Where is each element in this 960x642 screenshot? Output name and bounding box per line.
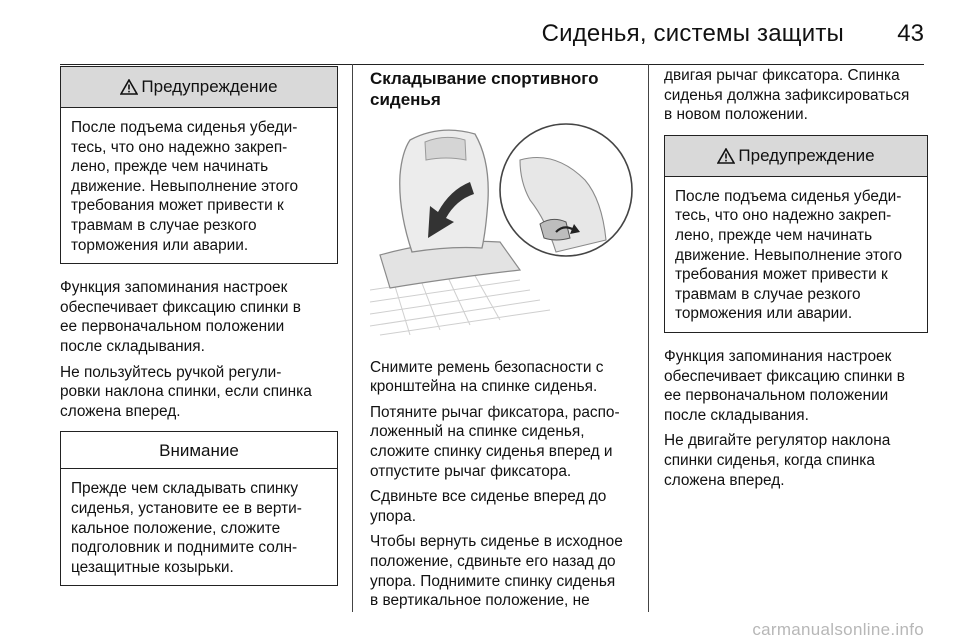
section-title-line: Складывание спортивного: [370, 69, 599, 88]
column-2: [370, 66, 638, 617]
fold-paragraph: [370, 403, 638, 481]
header-rule: [60, 64, 924, 65]
text-line: лено, прежде чем начинать: [71, 158, 269, 176]
text-line: сложите спинку сиденья вперед и: [370, 442, 613, 460]
text-line: в вертикальное положение, не: [370, 592, 590, 610]
headrest: [425, 137, 466, 160]
text-line: ее первоначальном положении: [664, 387, 889, 405]
recline-regulator-paragraph: [664, 431, 928, 490]
text-line: Функция запоминания настроек: [664, 347, 892, 365]
belt-paragraph: [370, 358, 638, 397]
warning-box: [60, 66, 338, 264]
caution-box-header: [61, 432, 337, 469]
warning-box-header: [665, 136, 927, 177]
text-line: тесь, что оно надежно закреп-: [675, 207, 892, 225]
text-line: требования может привести к: [71, 197, 284, 215]
text-line: кронштейна на спинке сиденья.: [370, 378, 598, 396]
text-line: Не двигайте регулятор наклона: [664, 432, 891, 450]
text-line: обеспечивает фиксацию спинки в: [60, 298, 301, 316]
watermark: carmanualsonline.info: [752, 620, 924, 639]
text-line: ее первоначальном положении: [60, 318, 285, 336]
text-line: травмам в случае резкого: [675, 285, 861, 303]
text-line: после складывания.: [664, 406, 809, 424]
text-line: Чтобы вернуть сиденье в исходное: [370, 533, 623, 551]
text-line: тесь, что оно надежно закреп-: [71, 138, 288, 156]
return-paragraph: [370, 532, 638, 610]
warning-box-body: [61, 108, 337, 263]
warning-box-body: [665, 177, 927, 332]
warning-triangle-icon: [717, 148, 735, 164]
text-line: ровки наклона спинки, если спинка: [60, 383, 312, 401]
memory-function-paragraph: [664, 347, 928, 425]
warning-box-title: Предупреждение: [141, 77, 278, 97]
text-line: После подъема сиденья убеди-: [71, 119, 298, 136]
text-line: Сдвиньте все сиденье вперед до: [370, 488, 607, 506]
text-line: Потяните рычаг фиксатора, распо-: [370, 403, 620, 421]
text-line: торможения или аварии.: [675, 305, 853, 323]
text-line: сложена вперед.: [60, 402, 181, 420]
text-line: требования может привести к: [675, 266, 888, 284]
warning-box: [664, 135, 928, 333]
text-line: сложена вперед.: [664, 471, 785, 489]
column-divider: [648, 64, 649, 612]
caution-box: [60, 431, 338, 586]
warning-triangle-icon: [120, 79, 138, 95]
text-line: подголовник и поднимите солн-: [71, 539, 298, 557]
text-line: сиденья должна зафиксироваться: [664, 86, 910, 104]
text-line: Прежде чем складывать спинку: [71, 480, 299, 498]
recline-handle-paragraph: [60, 363, 338, 422]
text-line: после складывания.: [60, 337, 205, 355]
chapter-title: Сиденья, системы защиты: [541, 20, 844, 47]
column-divider: [352, 64, 353, 612]
text-line: цезащитные козырьки.: [71, 558, 234, 576]
column-3: [664, 66, 928, 496]
text-line: Снимите ремень безопасности с: [370, 358, 604, 376]
text-line: движение. Невыполнение этого: [71, 177, 299, 195]
text-line: лено, прежде чем начинать: [675, 226, 873, 244]
continuation-paragraph: [664, 66, 928, 125]
text-line: Функция запоминания настроек: [60, 279, 288, 297]
caution-box-body: [61, 469, 337, 585]
warning-box-header: [61, 67, 337, 108]
slide-paragraph: [370, 487, 638, 526]
release-lever: [540, 219, 570, 240]
text-line: травмам в случае резкого: [71, 216, 257, 234]
text-line: торможения или аварии.: [71, 236, 249, 254]
text-line: в новом положении.: [664, 106, 808, 124]
section-title-line: сиденья: [370, 90, 441, 109]
text-line: кальное положение, сложите: [71, 519, 281, 537]
text-line: положение, сдвиньте его назад до: [370, 552, 616, 570]
seat-fold-illustration: [370, 120, 634, 342]
text-line: упора. Поднимите спинку сиденья: [370, 572, 616, 590]
text-line: спинки сиденья, когда спинка: [664, 451, 875, 469]
text-line: Не пользуйтесь ручкой регули-: [60, 363, 282, 381]
text-line: движение. Невыполнение этого: [675, 246, 903, 264]
section-title: [370, 68, 638, 110]
memory-function-paragraph: [60, 278, 338, 356]
text-line: сиденья, установите ее в верти-: [71, 499, 302, 517]
text-line: двигая рычаг фиксатора. Спинка: [664, 67, 900, 84]
text-line: упора.: [370, 507, 416, 525]
text-line: ложенный на спинке сиденья,: [370, 423, 585, 441]
page-number: 43: [897, 20, 924, 47]
text-line: отпустите рычаг фиксатора.: [370, 462, 572, 480]
caution-box-title: Внимание: [159, 440, 239, 460]
warning-box-title: Предупреждение: [738, 145, 875, 165]
column-1: [60, 66, 338, 600]
text-line: После подъема сиденья убеди-: [675, 187, 902, 205]
page-header: [60, 6, 924, 54]
text-line: обеспечивает фиксацию спинки в: [664, 367, 905, 385]
